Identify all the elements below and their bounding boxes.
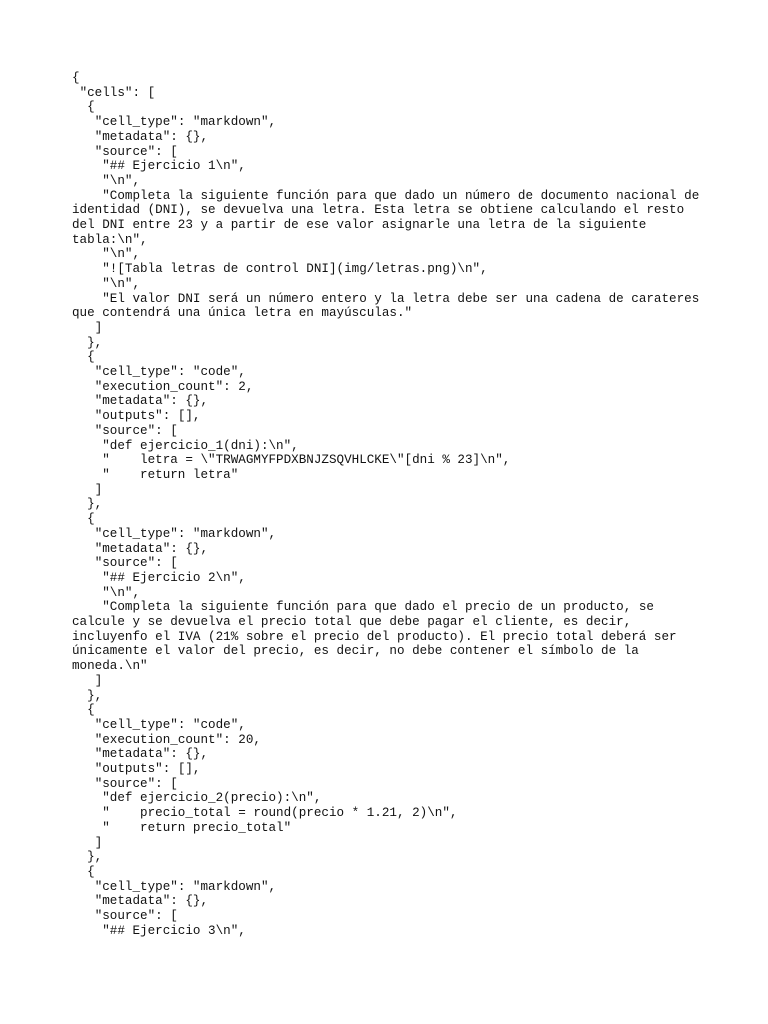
document-line: "metadata": {}, [72, 129, 209, 144]
document-line: " precio_total = round(precio * 1.21, 2)\n", [72, 806, 458, 821]
document-line: { [72, 864, 95, 879]
document-line: "## Ejercicio 2\n", [72, 570, 246, 585]
document-line: ] [72, 835, 103, 850]
document-line: "cells": [ [72, 85, 156, 100]
document-line: ] [72, 673, 103, 688]
document-line: "metadata": {}, [72, 541, 209, 556]
notebook-json-document [72, 71, 707, 938]
document-line: "source": [ [72, 909, 178, 924]
document-line: { [72, 100, 95, 115]
document-line: "source": [ [72, 144, 178, 159]
document-line: "## Ejercicio 3\n", [72, 923, 246, 938]
document-line: { [72, 703, 95, 718]
document-line: { [72, 350, 95, 365]
document-line: "def ejercicio_2(precio):\n", [72, 791, 322, 806]
document-line: "El valor DNI será un número entero y la letra debe ser una cadena de carateres que contendrá una única letra en mayúsculas." [72, 291, 707, 321]
document-line: "\n", [72, 276, 141, 291]
document-line: "\n", [72, 585, 141, 600]
document-line: "metadata": {}, [72, 894, 209, 909]
document-line: "outputs": [], [72, 762, 201, 777]
document-line: "outputs": [], [72, 409, 201, 424]
document-line: "source": [ [72, 423, 178, 438]
document-line: ] [72, 482, 103, 497]
document-line: { [72, 71, 80, 85]
document-line: "execution_count": 2, [72, 379, 254, 394]
document-line: { [72, 512, 95, 527]
document-line: "metadata": {}, [72, 394, 209, 409]
document-line: "## Ejercicio 1\n", [72, 159, 246, 174]
document-line: "source": [ [72, 556, 178, 571]
document-line: "![Tabla letras de control DNI](img/letras.png)\n", [72, 262, 488, 277]
document-line: "cell_type": "markdown", [72, 115, 277, 130]
document-line: "cell_type": "markdown", [72, 879, 277, 894]
document-line: " letra = \"TRWAGMYFPDXBNJZSQVHLCKE\"[dni % 23]\n", [72, 453, 511, 468]
document-line: }, [72, 497, 103, 512]
document-line: }, [72, 850, 103, 865]
document-line: "\n", [72, 173, 141, 188]
document-line: "cell_type": "markdown", [72, 526, 277, 541]
document-line: }, [72, 335, 103, 350]
document-line: "execution_count": 20, [72, 732, 261, 747]
document-line: "cell_type": "code", [72, 365, 246, 380]
document-line: "def ejercicio_1(dni):\n", [72, 438, 299, 453]
document-line: "Completa la siguiente función para que dado el precio de un producto, se calcule y se devuelva el precio total que debe pagar el cliente, es decir, incluyenfo el IVA (21% sobre el precio del producto). El precio total deberá ser únicamente el valor del precio, es decir, no debe contener el símbolo de la moneda.\n" [72, 600, 685, 674]
document-line: " return letra" [72, 467, 239, 482]
document-line: "source": [ [72, 776, 178, 791]
document-line: "\n", [72, 247, 141, 262]
document-line: }, [72, 688, 103, 703]
document-line: "Completa la siguiente función para que dado un número de documento nacional de identidad (DNI), se devuelva una letra. Esta letra se obtiene calculando el resto del DNI entre 23 y a partir de ese valor asignarle una letra de la siguiente tabla:\n", [72, 188, 707, 247]
document-line: "metadata": {}, [72, 747, 209, 762]
document-line: ] [72, 320, 103, 335]
document-line: " return precio_total" [72, 820, 292, 835]
document-line: "cell_type": "code", [72, 717, 246, 732]
